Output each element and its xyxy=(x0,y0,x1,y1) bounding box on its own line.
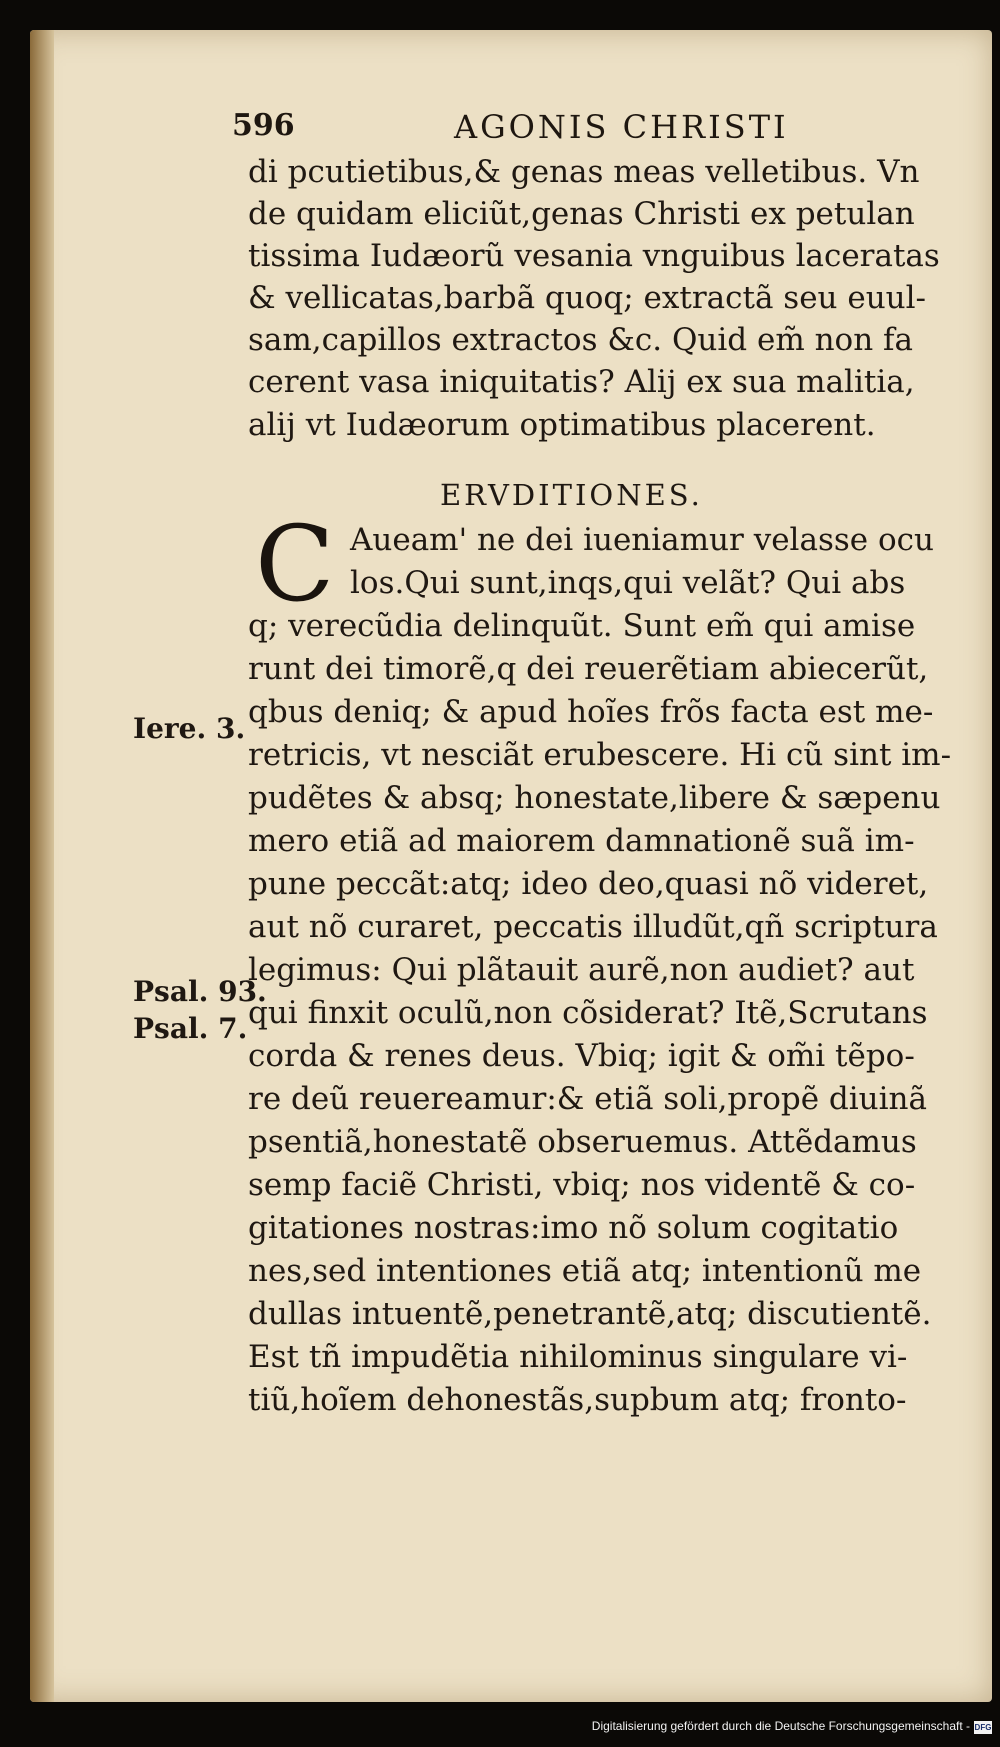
text-line: dullas intuentẽ,penetrantẽ,atq; discutientẽ. xyxy=(248,1296,932,1332)
text-line: Aueam' ne dei iueniamur velasse ocu xyxy=(350,522,934,558)
text-line: mero etiã ad maiorem damnationẽ suã im- xyxy=(248,823,915,859)
drop-cap: C xyxy=(255,503,335,625)
section-heading: ERVDITIONES. xyxy=(440,478,703,512)
page-header xyxy=(232,100,852,150)
text-line: sam,capillos extractos &c. Quid em̃ non fa xyxy=(248,322,913,358)
dfg-logo-icon: DFG xyxy=(974,1723,992,1732)
text-line: q; verecũdia delinquũt. Sunt em̃ qui amise xyxy=(248,608,916,644)
text-line: qui finxit oculũ,non cõsiderat? Itẽ,Scrutans xyxy=(248,995,928,1031)
text-line: re deũ reuereamur:& etiã soli,propẽ diuinã xyxy=(248,1081,927,1117)
margin-note: Iere. 3. xyxy=(133,712,246,745)
footer-credit: Digitalisierung gefördert durch die Deutsche Forschungsgemeinschaft - xyxy=(591,1719,970,1733)
text-line: los.Qui sunt,inqs,qui velãt? Qui abs xyxy=(350,565,906,601)
text-line: semp faciẽ Christi, vbiq; nos videntẽ & co- xyxy=(248,1167,916,1203)
page-number: 596 xyxy=(232,108,295,143)
text-line: tissima Iudæorũ vesania vnguibus laceratas xyxy=(248,238,940,274)
text-line: corda & renes deus. Vbiq; igit & om̃i tẽpo- xyxy=(248,1038,915,1074)
text-line: pudẽtes & absq; honestate,libere & sæpenu xyxy=(248,780,941,816)
text-line: runt dei timorẽ,q dei reuerẽtiam abiecerũt, xyxy=(248,651,929,687)
text-line: nes,sed intentiones etiã atq; intentionũ me xyxy=(248,1253,922,1289)
text-line: alij vt Iudæorum optimatibus placerent. xyxy=(248,407,876,443)
text-line: cerent vasa iniquitatis? Alij ex sua malitia, xyxy=(248,364,915,400)
text-line: qbus deniq; & apud hoĩes frõs facta est me- xyxy=(248,694,934,730)
text-line: tiũ,hoĩem dehonestãs,supbum atq; fronto- xyxy=(248,1382,907,1418)
running-title: AGONIS CHRISTI xyxy=(454,108,789,146)
text-line: de quidam eliciũt,genas Christi ex petulan xyxy=(248,196,915,232)
margin-note: Psal. 93. xyxy=(133,975,267,1008)
text-line: gitationes nostras:imo nõ solum cogitatio xyxy=(248,1210,899,1246)
text-line: & vellicatas,barbã quoq; extractã seu euul- xyxy=(248,280,927,316)
text-line: legimus: Qui plãtauit aurẽ,non audiet? aut xyxy=(248,952,915,988)
text-line: pune peccãt:atq; ideo deo,quasi nõ videret, xyxy=(248,866,929,902)
margin-note: Psal. 7. xyxy=(133,1012,248,1045)
text-line: di pcutietibus,& genas meas velletibus. Vn xyxy=(248,154,920,190)
text-line: psentiã,honestatẽ obseruemus. Attẽdamus xyxy=(248,1124,917,1160)
footer-bar xyxy=(0,1703,1000,1747)
text-line: retricis, vt nesciãt erubescere. Hi cũ sint im- xyxy=(248,737,952,773)
text-line: Est tñ impudẽtia nihilominus singulare vi- xyxy=(248,1339,908,1375)
text-line: aut nõ curaret, peccatis illudũt,qñ scriptura xyxy=(248,909,938,945)
